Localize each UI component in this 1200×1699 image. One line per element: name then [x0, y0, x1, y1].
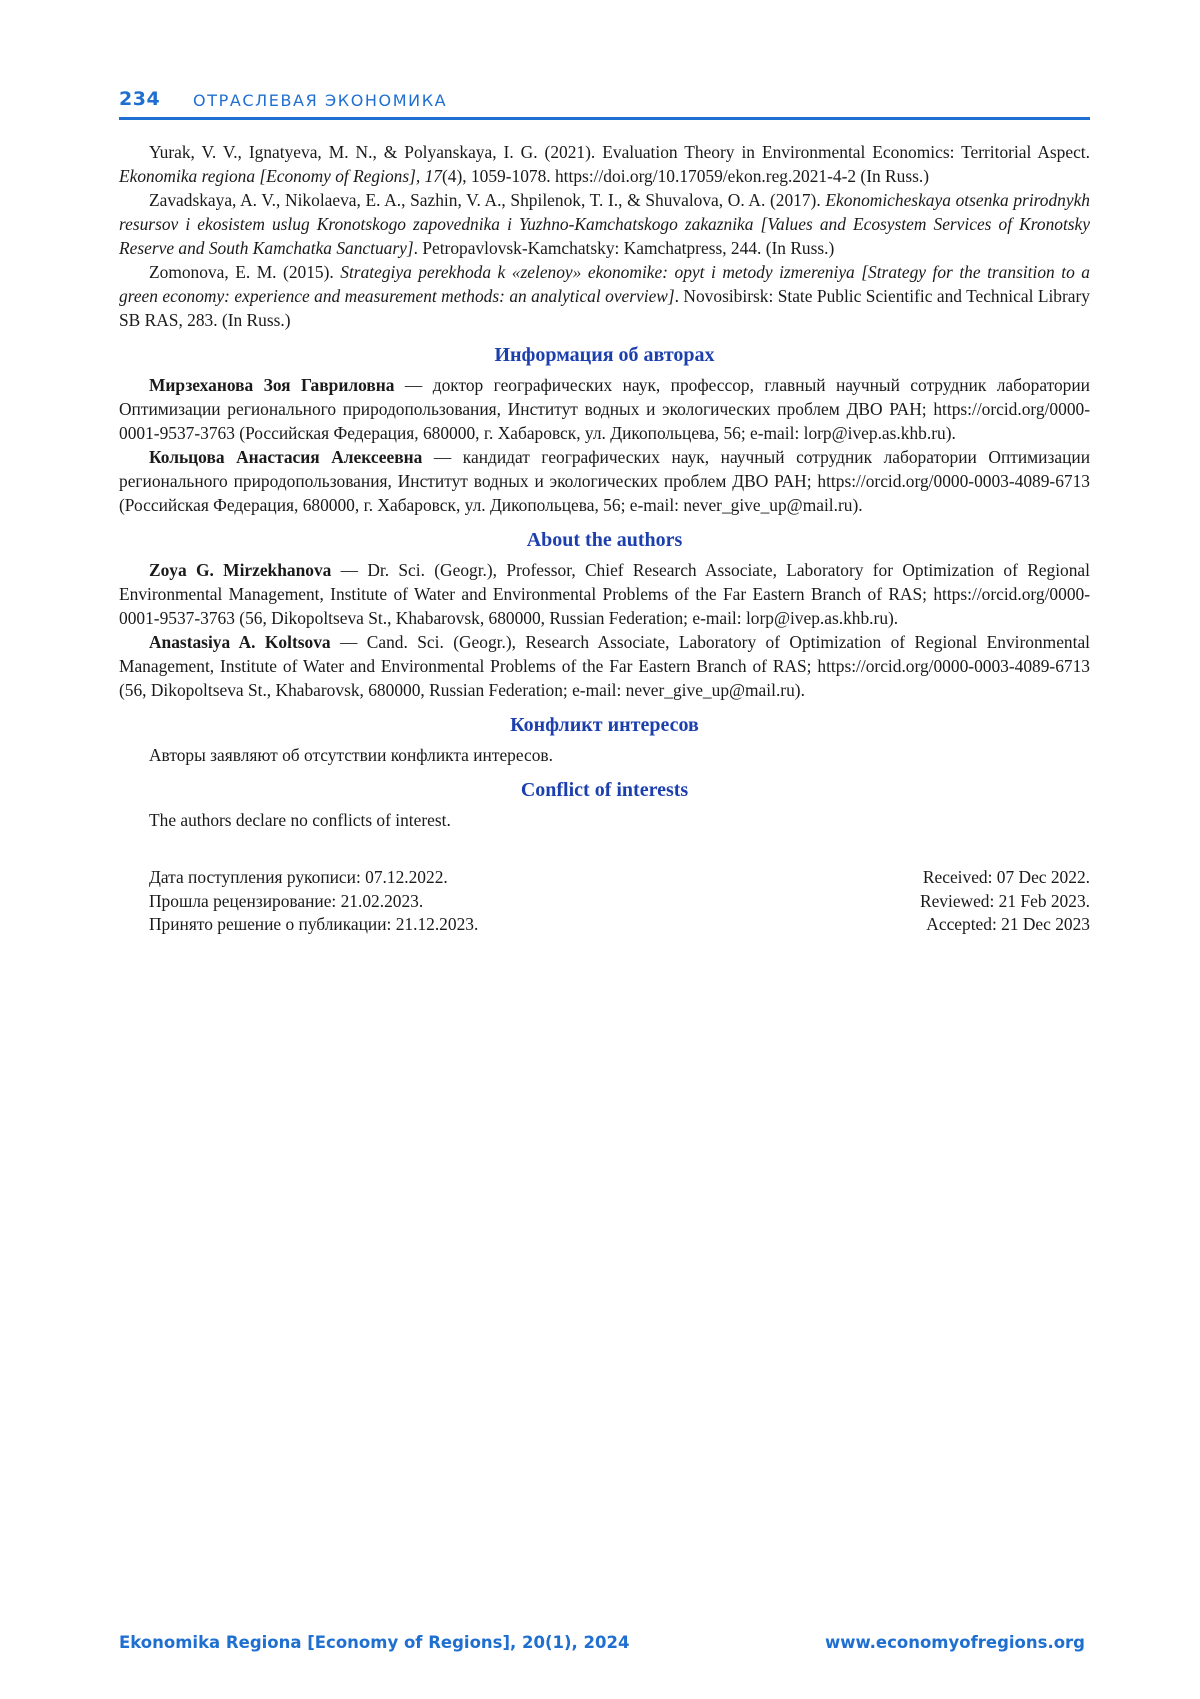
author-details: — кандидат географических наук, научный сотрудник лаборатории Оптимизации регионального природопользования, Институт водных и экологических проблем ДВО РАН; https://orcid.org/0000-0003-4089-6713 (Российская Федерация, 680000, г. Хабаровск, ул. Дикопольцева, 56; e-mail: never_give_up@mail.ru).	[119, 447, 1090, 515]
reference-pre: Yurak, V. V., Ignatyeva, M. N., & Polyanskaya, I. G. (2021). Evaluation Theory in Environmental Economics: Territorial Aspect.	[149, 142, 1090, 162]
publication-dates	[119, 866, 1090, 937]
reference-post: . Novosibirsk: State Public Scientific and Technical Library SB RAS, 283. (In Russ.)	[119, 286, 1090, 330]
journal-citation: Ekonomika Regiona [Economy of Regions], 20(1), 2024	[119, 1633, 630, 1652]
author-entry	[119, 445, 1090, 517]
author-entry	[119, 630, 1090, 702]
section-title: ОТРАСЛЕВАЯ ЭКОНОМИКА	[193, 91, 448, 110]
dates-ru	[119, 866, 478, 937]
journal-website-link[interactable]: www.economyofregions.org	[824, 1633, 1085, 1652]
author-entry	[119, 373, 1090, 445]
page-content	[119, 140, 1090, 937]
author-name: Anastasiya A. Koltsova	[149, 632, 331, 652]
conflict-ru-heading: Конфликт интересов	[510, 714, 699, 736]
dates-en	[920, 866, 1090, 937]
author-name: Мирзеханова Зоя Гавриловна	[149, 375, 395, 395]
conflict-en-text: The authors declare no conflicts of interest.	[149, 810, 451, 830]
author-name: Zoya G. Mirzekhanova	[149, 560, 332, 580]
running-header	[119, 84, 1090, 120]
header-rule	[119, 117, 1090, 120]
reference-pre: Zavadskaya, A. V., Nikolaeva, E. A., Sazhin, V. A., Shpilenok, T. I., & Shuvalova, O. A. (2017).	[149, 190, 826, 210]
reference-list	[119, 140, 1090, 332]
date-reviewed-ru: Прошла рецензирование: 21.02.2023.	[149, 890, 424, 911]
conflict-en-heading: Conflict of interests	[520, 779, 689, 801]
reference-item	[119, 188, 1090, 260]
authors-en-heading: About the authors	[526, 529, 683, 551]
author-details: — Dr. Sci. (Geogr.), Professor, Chief Research Associate, Laboratory for Optimization of Regional Environmental Management, Institute of Water and Environmental Problems of the Far Eastern Branch of RAS; https://orcid.org/0000-0001-9537-3763 (56, Dikopoltseva St., Khabarovsk, 680000, Russian Federation; e-mail: lorp@ivep.as.khb.ru).	[119, 560, 1090, 628]
date-accepted-en: Accepted: 21 Dec 2023	[926, 914, 1090, 934]
running-footer	[119, 1633, 1085, 1659]
reference-pre: Zomonova, E. M. (2015).	[149, 262, 341, 282]
date-received-ru: Дата поступления рукописи: 07.12.2022.	[149, 867, 448, 887]
author-details: — доктор географических наук, профессор, главный научный сотрудник лаборатории Оптимизации регионального природопользования, Институт водных и экологических проблем ДВО РАН; https://orcid.org/0000-0001-9537-3763 (Российская Федерация, 680000, г. Хабаровск, ул. Дикопольцева, 56; e-mail: lorp@ivep.as.khb.ru).	[119, 375, 1090, 443]
author-details: — Cand. Sci. (Geogr.), Research Associate, Laboratory of Optimization of Regional Environmental Management, Institute of Water and Environmental Problems of the Far Eastern Branch of RAS; https://orcid.org/0000-0003-4089-6713 (56, Dikopoltseva St., Khabarovsk, 680000, Russian Federation; e-mail: never_give_up@mail.ru).	[119, 632, 1090, 700]
reference-post: . Petropavlovsk-Kamchatsky: Kamchatpress, 244. (In Russ.)	[413, 238, 835, 258]
reference-item	[119, 140, 1090, 188]
reference-title: Strategiya perekhoda k «zelenoy» ekonomike: opyt i metody izmereniya [Strategy for the transition to a green economy: experience and measurement methods: an analytical overview]	[119, 262, 1090, 306]
authors-ru-heading: Информация об авторах	[494, 344, 715, 366]
date-reviewed-en: Reviewed: 21 Feb 2023.	[919, 890, 1090, 911]
reference-item	[119, 260, 1090, 332]
conflict-ru-text: Авторы заявляют об отсутствии конфликта интересов.	[149, 745, 553, 765]
author-entry	[119, 558, 1090, 630]
reference-title: Ekonomicheskaya otsenka prirodnykh resursov i ekosistem uslug Kronotskogo zapovednika i Yuzhno-Kamchatskogo zakaznika [Values and Ecosystem Services of Kronotsky Reserve and South Kamchatka Sanctuary]	[119, 190, 1090, 258]
author-name: Кольцова Анастасия Алексеевна	[149, 447, 423, 467]
date-accepted-ru: Принято решение о публикации: 21.12.2023.	[149, 914, 479, 934]
reference-post: (4), 1059-1078. https://doi.org/10.17059/ekon.reg.2021-4-2 (In Russ.)	[441, 166, 930, 186]
page-number: 234	[119, 88, 161, 110]
reference-source: Ekonomika regiona [Economy of Regions], 17	[119, 166, 442, 186]
date-received-en: Received: 07 Dec 2022.	[922, 867, 1090, 887]
